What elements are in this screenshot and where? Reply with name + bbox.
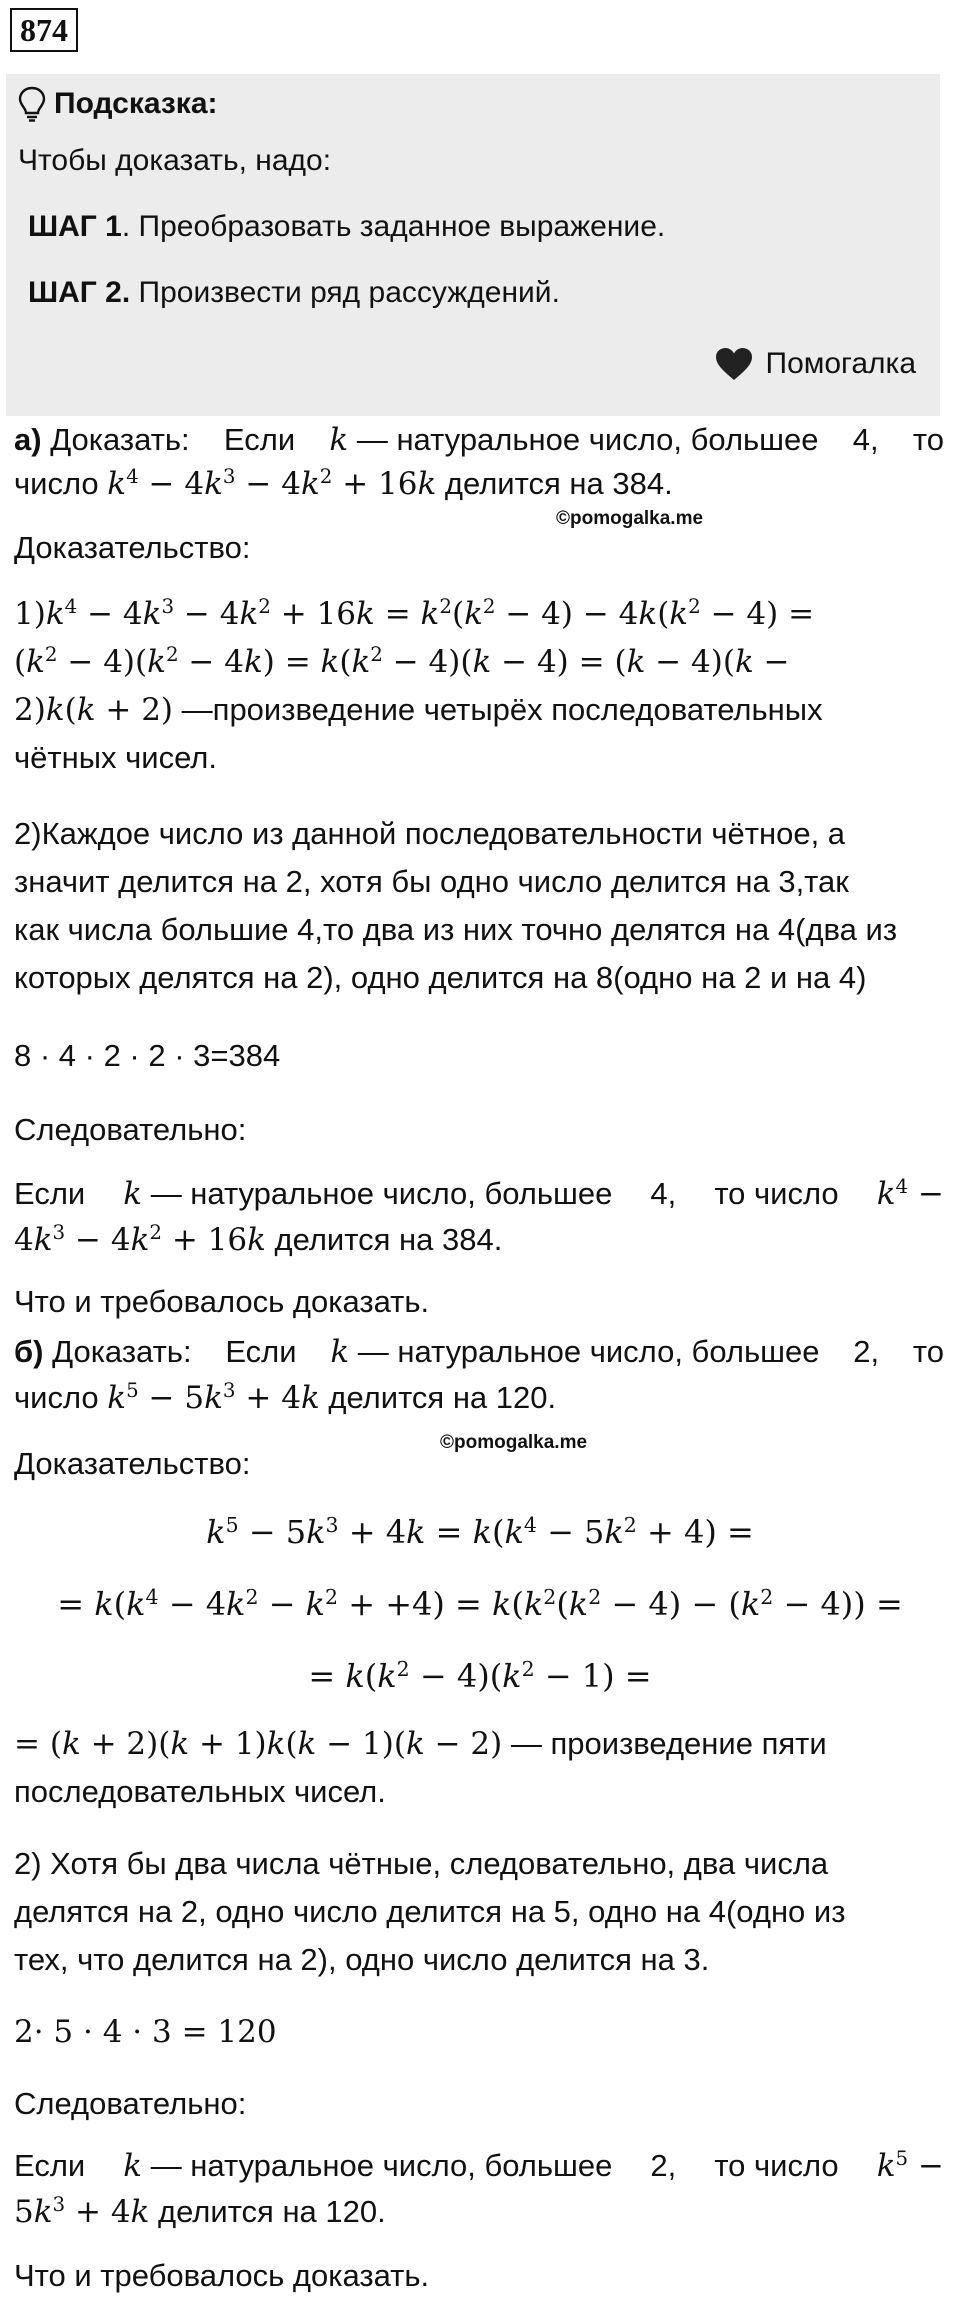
part-a-p1-line4: чётных чисел. <box>14 740 217 775</box>
part-b-eq-line5: последовательных чисел. <box>14 1774 386 1809</box>
part-a-p2-line2: значит делится на 2, хотя бы одно число делится на 3,так <box>14 864 849 899</box>
part-a-therefore: Следовательно: <box>14 1112 247 1147</box>
part-a-product: 8 · 4 · 2 · 2 · 3=384 <box>14 1038 281 1073</box>
part-b-eq-line1: $k^5 - 5k^3 + 4k = k(k^4 - 5k^2 + 4)$ = <box>206 1512 754 1551</box>
hint-step-2: ШАГ 2. Произвести ряд рассуждений. <box>28 276 560 309</box>
part-a-proof-heading: Доказательство: <box>14 530 251 565</box>
part-b-conclusion-line1: Если k — натуральное число, большее 2, то число $k^5$ − <box>14 2147 944 2184</box>
part-b-eq-line4: = (k + 2)(k + 1)k(k − 1)(k − 2) — произведение пяти <box>14 1726 827 1762</box>
part-a-label: а) <box>14 422 42 457</box>
brand-link[interactable] <box>714 346 917 382</box>
then-word: то <box>912 422 944 457</box>
part-a-eq-line1: $1)k^4 - 4k^3 - 4k^2 + 16k = k^2(k^2 - 4) - 4k(k^2 - 4)$ = <box>14 595 815 632</box>
part-a-statement-line2: число $k^4 - 4k^3 - 4k^2 + 16k$ делится на 384. <box>14 465 673 502</box>
hint-header <box>18 86 218 122</box>
part-b-qed: Что и требовалось доказать. <box>14 2258 430 2293</box>
part-b-conclusion-line2: $5k^3 + 4k$ делится на 120. <box>14 2193 386 2230</box>
part-b-therefore: Следовательно: <box>14 2086 247 2121</box>
problem-number: 874 <box>10 8 78 52</box>
part-a-p2-line1: 2)Каждое число из данной последовательности чётное, а <box>14 816 846 851</box>
part-b-statement-line1: б) Доказать: Если k — натуральное число, большее 2, то <box>14 1334 944 1370</box>
watermark-a: ©pomogalka.me <box>556 508 704 529</box>
if-word: Если <box>223 422 296 457</box>
brand-label: Помогалка <box>765 347 916 380</box>
part-b-statement-line2: число $k^5 - 5k^3 + 4k$ делится на 120. <box>14 1379 557 1416</box>
part-b-p2-line2: делятся на 2, одно число делится на 5, одно на 4(одно из <box>14 1894 846 1929</box>
bound-value: 4, <box>852 422 879 457</box>
natural-phrase: — натуральное число, большее <box>356 422 819 457</box>
part-a-conclusion-line2: $4k^3 - 4k^2 + 16k$ делится на 384. <box>14 1221 503 1258</box>
part-b-eq-line3: = $k(k^2 - 4)(k^2 - 1)$ = <box>308 1656 652 1695</box>
lightbulb-icon <box>18 86 46 122</box>
part-a-conclusion-line1: Если k — натуральное число, большее 4, то число $k^4$ − <box>14 1175 944 1212</box>
hint-intro: Чтобы доказать, надо: <box>18 144 332 177</box>
part-a-eq-line2: $(k^2 - 4)(k^2 - 4k) = k(k^2 - 4)(k - 4) = (k - 4)(k$ − <box>14 643 790 680</box>
part-b-product: 2· 5 · 4 · 3 = 120 <box>14 2014 277 2050</box>
watermark-b: ©pomogalka.me <box>440 1432 588 1453</box>
hint-step-1: ШАГ 1. Преобразовать заданное выражение. <box>28 210 666 243</box>
part-b-label: б) <box>14 1334 44 1369</box>
part-b-p2-line1: 2) Хотя бы два числа чётные, следовательно, два числа <box>14 1846 829 1881</box>
prove-word: Доказать: <box>50 422 190 457</box>
part-a-statement-line1: а) Доказать: Если k — натуральное число, большее 4, то <box>14 422 944 458</box>
part-a-qed: Что и требовалось доказать. <box>14 1284 430 1319</box>
part-b-proof-heading: Доказательство: <box>14 1446 251 1481</box>
part-b-eq-line2: = $k(k^4 - 4k^2 - k^2 + +4) = k(k^2(k^2 - 4) - (k^2 - 4))$ = <box>57 1584 903 1623</box>
part-a-p2-line4: которых делятся на 2), одно делится на 8(одно на 2 и на 4) <box>14 960 867 995</box>
part-a-p2-line3: как числа большие 4,то два из них точно делятся на 4(два из <box>14 912 898 947</box>
part-a-eq-line3: 2)k(k + 2) —произведение четырёх последовательных <box>14 692 823 728</box>
part-b-p2-line3: тех, что делится на 2), одно число делится на 3. <box>14 1942 710 1977</box>
hint-box <box>6 74 940 416</box>
heart-icon <box>714 346 754 382</box>
hint-title: Подсказка: <box>54 87 218 120</box>
